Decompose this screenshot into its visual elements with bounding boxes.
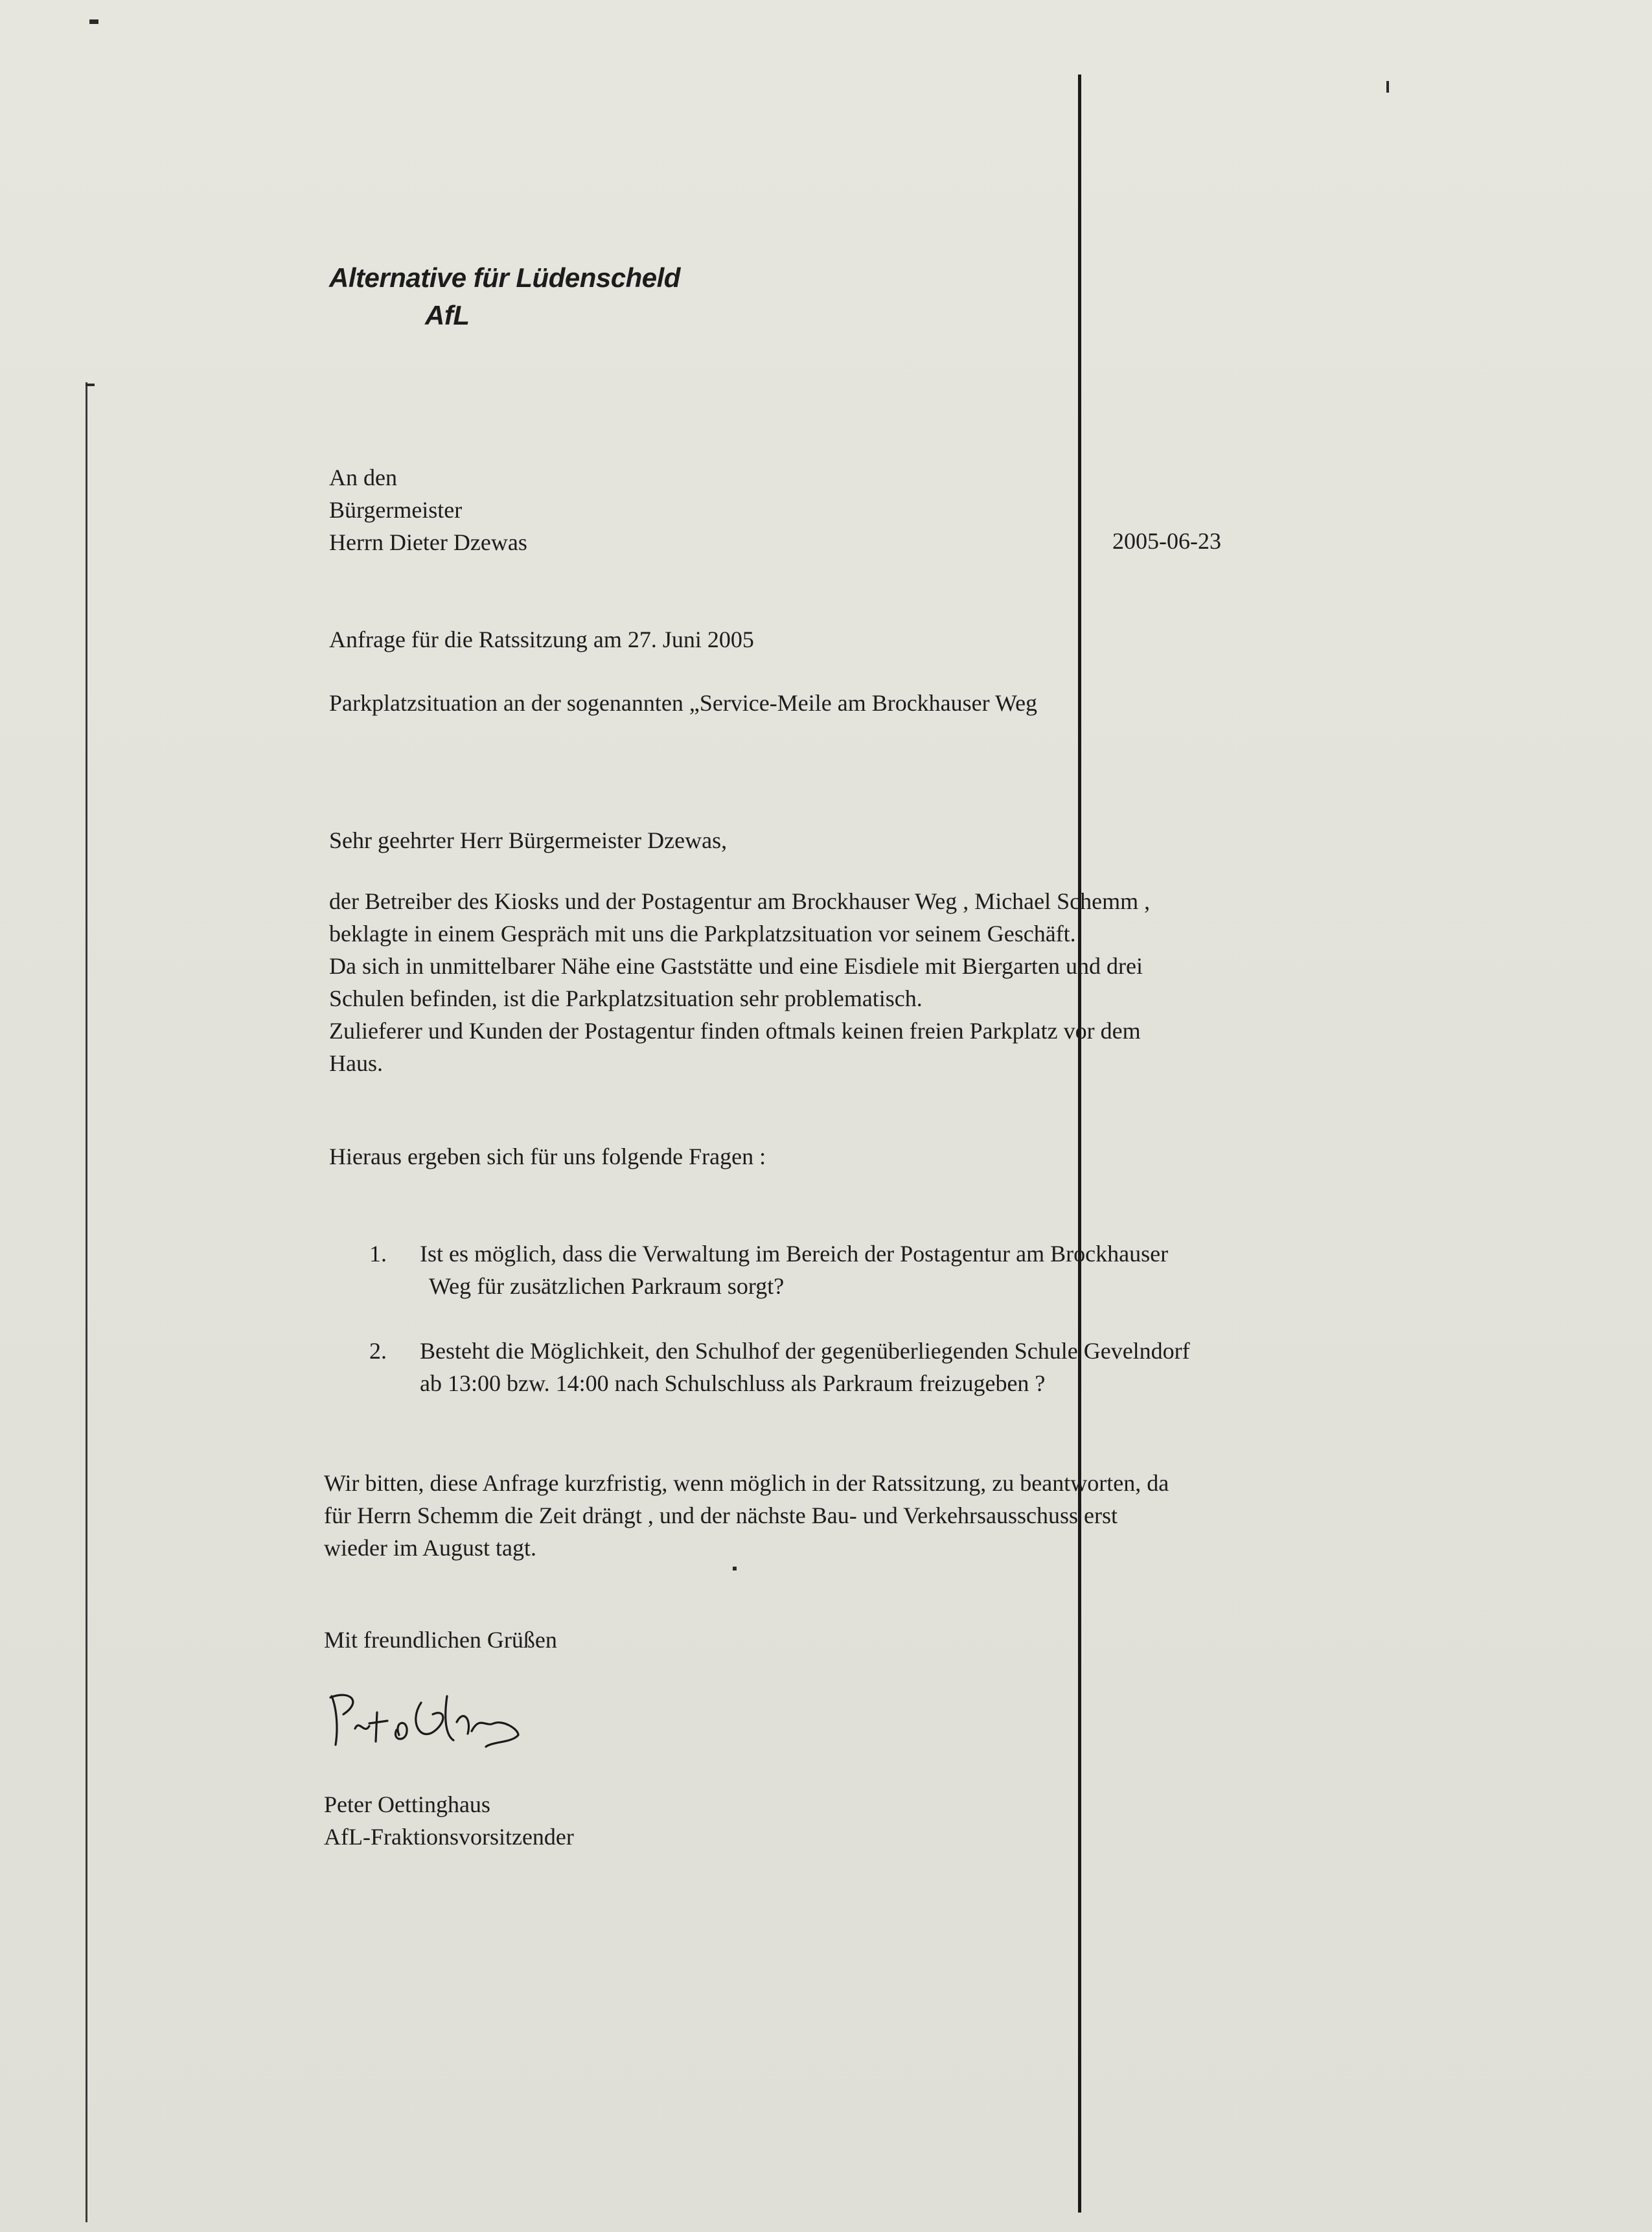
closing-line: für Herrn Schemm die Zeit drängt , und der nächste Bau- und Verkehrsausschuss erst xyxy=(324,1502,1118,1528)
closing-line: Wir bitten, diese Anfrage kurzfristig, wenn möglich in der Ratssitzung, zu beantworten, da xyxy=(324,1470,1169,1496)
question-text: Ist es möglich, dass die Verwaltung im Bereich der Postagentur am Brockhauser xyxy=(420,1241,1169,1267)
question-number: 1. xyxy=(369,1241,387,1267)
signatory-title: AfL-Fraktionsvorsitzender xyxy=(324,1824,574,1850)
scan-speck xyxy=(1386,81,1389,93)
question-text: ab 13:00 bzw. 14:00 nach Schulschluss als Parkraum freizugeben ? xyxy=(420,1370,1046,1396)
subject-topic: Parkplatzsituation an der sogenannten „Service-Meile am Brockhauser Weg xyxy=(329,690,1038,716)
scan-speck xyxy=(733,1567,737,1570)
letter-body xyxy=(329,885,1150,1079)
body-line: der Betreiber des Kiosks und der Postagentur am Brockhauser Weg , Michael Schemm , xyxy=(329,888,1151,914)
question-text: Weg für zusätzlichen Parkraum sorgt? xyxy=(429,1273,785,1299)
signatory xyxy=(324,1788,574,1853)
question-text: Besteht die Möglichkeit, den Schulhof der gegenüberliegenden Schule Gevelndorf xyxy=(420,1338,1190,1364)
recipient-line: Herrn Dieter Dzewas xyxy=(329,529,527,555)
handwritten-signature xyxy=(324,1683,531,1755)
body-line: Haus. xyxy=(329,1050,383,1076)
scan-speck xyxy=(86,384,95,386)
scan-artifact-vertical-line xyxy=(1078,75,1081,2213)
letterhead xyxy=(329,259,680,334)
body-line: Da sich in unmittelbarer Nähe eine Gaststätte und eine Eisdiele mit Biergarten und drei xyxy=(329,953,1143,979)
question-item xyxy=(369,1335,1190,1399)
scan-artifact-left-edge-line xyxy=(86,382,87,2222)
body-line: Schulen befinden, ist die Parkplatzsituation sehr problematisch. xyxy=(329,985,923,1011)
recipient-line: An den xyxy=(329,465,397,490)
salutation: Sehr geehrter Herr Bürgermeister Dzewas, xyxy=(329,827,728,853)
question-item xyxy=(369,1237,1190,1302)
scan-speck xyxy=(89,19,98,24)
questions-intro: Hieraus ergeben sich für uns folgende Fragen : xyxy=(329,1144,766,1169)
subject-line: Anfrage für die Ratssitzung am 27. Juni 2005 xyxy=(329,627,754,652)
org-abbreviation: AfL xyxy=(425,300,470,330)
closing-paragraph xyxy=(324,1467,1169,1564)
greeting: Mit freundlichen Grüßen xyxy=(324,1627,557,1653)
question-number: 2. xyxy=(369,1338,387,1364)
recipient-address xyxy=(329,461,527,558)
questions-list xyxy=(369,1237,1190,1399)
org-name: Alternative für Lüdenscheld xyxy=(329,262,680,293)
body-line: Zulieferer und Kunden der Postagentur finden oftmals keinen freien Parkplatz vor dem xyxy=(329,1018,1141,1044)
body-line: beklagte in einem Gespräch mit uns die Parkplatzsituation vor seinem Geschäft. xyxy=(329,921,1076,947)
recipient-line: Bürgermeister xyxy=(329,497,463,523)
closing-line: wieder im August tagt. xyxy=(324,1535,536,1561)
signatory-name: Peter Oettinghaus xyxy=(324,1791,490,1817)
letter-date: 2005-06-23 xyxy=(1112,528,1221,554)
